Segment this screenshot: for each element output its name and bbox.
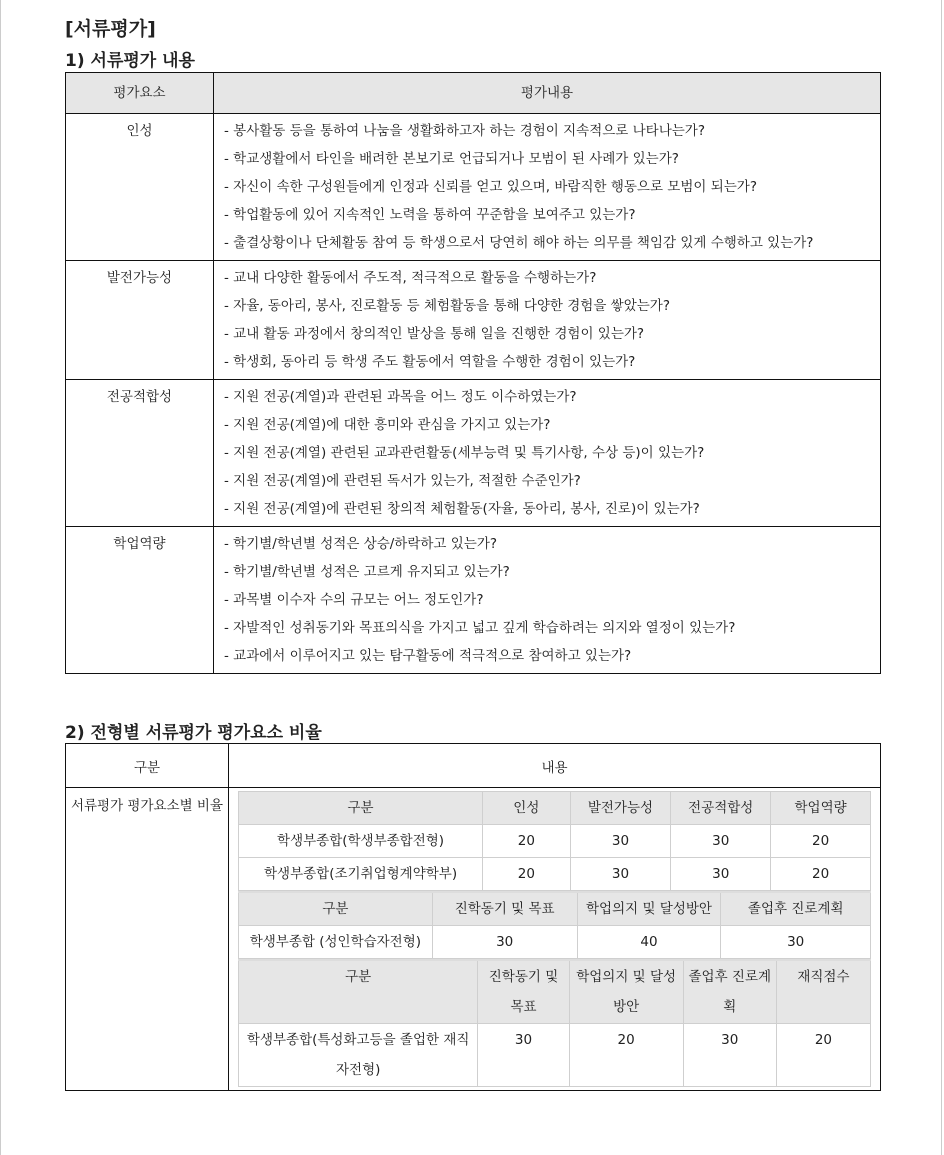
column-header: 학업의지 및 달성방안 [569, 960, 683, 1024]
evaluation-item: - 학교생활에서 타인을 배려한 본보기로 언급되거나 모범이 된 사례가 있는가? [224, 151, 679, 167]
evaluation-items [214, 114, 881, 261]
column-header: 전공적합성 [671, 792, 771, 825]
page-title: [서류평가] [65, 18, 156, 40]
table-row [239, 1024, 871, 1087]
evaluation-item: - 봉사활동 등을 통하여 나눔을 생활화하고자 하는 경험이 지속적으로 나타나는가? [224, 123, 706, 139]
section1-heading: 1) 서류평가 내용 [65, 51, 195, 71]
ratio-value: 30 [671, 858, 771, 891]
evaluation-item: - 교내 다양한 활동에서 주도적, 적극적으로 활동을 수행하는가? [224, 270, 597, 286]
ratio-value: 30 [570, 825, 671, 858]
table-row [66, 114, 881, 261]
header-element: 평가요소 [66, 73, 214, 114]
column-header: 진학동기 및 목표 [432, 892, 577, 926]
ratio-value: 30 [721, 926, 871, 959]
column-header: 구분 [239, 960, 478, 1024]
column-header: 학업의지 및 달성방안 [577, 892, 721, 926]
evaluation-items [214, 261, 881, 380]
evaluation-element: 발전가능성 [66, 261, 214, 380]
evaluation-item: - 지원 전공(계열)에 관련된 독서가 있는가, 적절한 수준인가? [224, 473, 581, 489]
evaluation-element: 전공적합성 [66, 380, 214, 527]
column-header: 인성 [483, 792, 570, 825]
ratio-value: 20 [771, 858, 871, 891]
ratio-value: 30 [478, 1024, 569, 1087]
admission-type: 학생부종합 (성인학습자전형) [239, 926, 433, 959]
ratio-table-b [238, 891, 871, 959]
evaluation-item: - 학기별/학년별 성적은 상승/하락하고 있는가? [224, 536, 498, 552]
table-row [239, 825, 871, 858]
evaluation-element: 학업역량 [66, 527, 214, 674]
evaluation-item: - 학기별/학년별 성적은 고르게 유지되고 있는가? [224, 564, 510, 580]
inner-header-row [239, 892, 871, 926]
section2-heading: 2) 전형별 서류평가 평가요소 비율 [65, 723, 322, 743]
ratio-value: 20 [569, 1024, 683, 1087]
column-header: 재직점수 [776, 960, 870, 1024]
admission-type: 학생부종합(특성화고등을 졸업한 재직자전형) [239, 1024, 478, 1087]
inner-header-row [239, 960, 871, 1024]
evaluation-item: - 출결상황이나 단체활동 참여 등 학생으로서 당연히 해야 하는 의무를 책임감 있게 수행하고 있는가? [224, 235, 814, 251]
column-header: 졸업후 진로계획 [721, 892, 871, 926]
ratio-table [65, 743, 881, 1091]
evaluation-item: - 지원 전공(계열) 관련된 교과관련활동(세부능력 및 특기사항, 수상 등)이 있는가? [224, 445, 705, 461]
ratio-value: 30 [432, 926, 577, 959]
evaluation-items [214, 527, 881, 674]
table-row [66, 261, 881, 380]
header-category: 구분 [66, 744, 229, 788]
evaluation-item: - 과목별 이수자 수의 규모는 어느 정도인가? [224, 592, 484, 608]
ratio-value: 20 [483, 825, 570, 858]
ratio-value: 40 [577, 926, 721, 959]
ratio-table-a [238, 791, 871, 891]
inner-header-row [239, 792, 871, 825]
evaluation-item: - 교내 활동 과정에서 창의적인 발상을 통해 일을 진행한 경험이 있는가? [224, 326, 645, 342]
evaluation-item: - 자신이 속한 구성원들에게 인정과 신뢰를 얻고 있으며, 바람직한 행동으로 모범이 되는가? [224, 179, 758, 195]
ratio-value: 30 [683, 1024, 776, 1087]
admission-type: 학생부종합(학생부종합전형) [239, 825, 483, 858]
evaluation-item: - 지원 전공(계열)과 관련된 과목을 어느 정도 이수하였는가? [224, 389, 577, 405]
ratio-value: 20 [776, 1024, 870, 1087]
ratio-table-c [238, 959, 871, 1087]
ratio-value: 20 [771, 825, 871, 858]
table-row [239, 858, 871, 891]
table-row [239, 926, 871, 959]
header-content: 평가내용 [214, 73, 881, 114]
evaluation-item: - 지원 전공(계열)에 관련된 창의적 체험활동(자율, 동아리, 봉사, 진로)이 있는가? [224, 501, 700, 517]
column-header: 구분 [239, 892, 433, 926]
evaluation-item: - 자발적인 성취동기와 목표의식을 가지고 넓고 깊게 학습하려는 의지와 열정이 있는가? [224, 620, 736, 636]
evaluation-item: - 학생회, 동아리 등 학생 주도 활동에서 역할을 수행한 경험이 있는가? [224, 354, 636, 370]
column-header: 구분 [239, 792, 483, 825]
header-content: 내용 [229, 744, 881, 788]
ratio-value: 20 [483, 858, 570, 891]
evaluation-item: - 학업활동에 있어 지속적인 노력을 통하여 꾸준함을 보여주고 있는가? [224, 207, 636, 223]
ratio-value: 30 [570, 858, 671, 891]
column-header: 졸업후 진로계획 [683, 960, 776, 1024]
column-header: 발전가능성 [570, 792, 671, 825]
admission-type: 학생부종합(조기취업형계약학부) [239, 858, 483, 891]
evaluation-item: - 지원 전공(계열)에 대한 흥미와 관심을 가지고 있는가? [224, 417, 551, 433]
evaluation-element: 인성 [66, 114, 214, 261]
column-header: 진학동기 및 목표 [478, 960, 569, 1024]
column-header: 학업역량 [771, 792, 871, 825]
evaluation-item: - 자율, 동아리, 봉사, 진로활동 등 체험활동을 통해 다양한 경험을 쌓았는가? [224, 298, 671, 314]
ratio-value: 30 [671, 825, 771, 858]
evaluation-content-table [65, 72, 881, 674]
table-row [66, 380, 881, 527]
row-label: 서류평가 평가요소별 비율 [66, 788, 229, 1091]
evaluation-item: - 교과에서 이루어지고 있는 탐구활동에 적극적으로 참여하고 있는가? [224, 648, 632, 664]
table-row [66, 527, 881, 674]
evaluation-items [214, 380, 881, 527]
